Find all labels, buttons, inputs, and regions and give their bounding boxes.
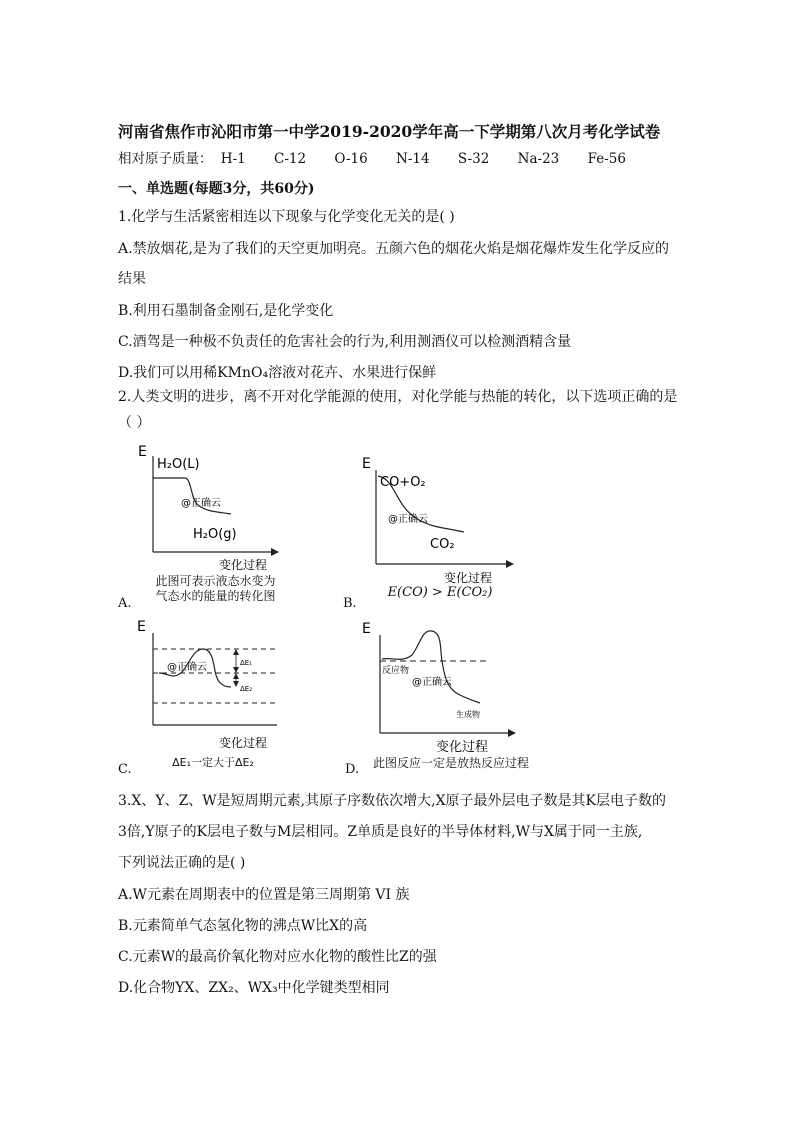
q1-stem: 1.化学与生活紧密相连以下现象与化学变化无关的是( ) [118, 209, 455, 225]
diagram-d [360, 615, 520, 755]
q3-stem: 3.X、Y、Z、W是短周期元素,其原子序数依次增大,X原子最外层电子数是其K层电子数的 [118, 793, 667, 809]
x-axis-label: 变化过程 [436, 740, 489, 755]
q2-stem-cont: （ ） [118, 415, 151, 431]
watermark-text: @正确云 [388, 514, 428, 525]
top-species-label: H₂O(L) [157, 457, 200, 472]
diagram-a-caption-line2: 气态水的能量的转化图 [155, 589, 276, 603]
x-axis-arrow-icon [506, 560, 514, 568]
watermark-text: @正确云 [412, 677, 452, 688]
diagram-c-caption: ΔE₁一定大于ΔE₂ [172, 756, 254, 769]
x-axis-label: 变化过程 [219, 736, 268, 750]
diagram-c-option-label: C. [118, 762, 132, 777]
atomic-mass-label: 相对原子质量： [118, 151, 213, 167]
arrow-up-icon [233, 649, 239, 655]
product-label: 生成物 [456, 710, 480, 719]
diagram-c [133, 615, 283, 755]
q1-option-b: B.利用石墨制备金刚石,是化学变化 [118, 303, 334, 319]
diagram-d-caption: 此图反应一定是放热反应过程 [373, 756, 530, 770]
q3-option-b: B.元素简单气态氢化物的沸点W比X的高 [118, 918, 368, 934]
q1-option-d: D.我们可以用稀KMnO₄溶液对花卉、水果进行保鲜 [118, 365, 437, 381]
q1-option-a: A.禁放烟花,是为了我们的天空更加明亮。五颜六色的烟花火焰是烟花爆炸发生化学反应的 [118, 241, 670, 257]
delta-e2-label: ΔE₂ [240, 685, 253, 693]
diagram-a-caption-line1: 此图可表示液态水变为 [155, 574, 276, 588]
watermark-text: @正确云 [181, 498, 221, 509]
atomic-mass-n: N-14 [396, 151, 430, 167]
diagram-a-caption [148, 574, 283, 604]
atomic-mass-line [118, 147, 650, 167]
diagram-d-option-label: D. [345, 762, 360, 777]
atomic-mass-o: O-16 [334, 151, 368, 167]
diagram-b-caption: E(CO) > E(CO₂) [387, 585, 493, 600]
q1-option-c: C.酒驾是一种极不负责任的危害社会的行为,利用测酒仪可以检测酒精含量 [118, 334, 572, 350]
reactant-label: 反应物 [382, 666, 410, 676]
bottom-species-label: H₂O(g) [193, 527, 237, 542]
arrow-down-icon [233, 667, 239, 673]
exam-title: 河南省焦作市沁阳市第一中学2019-2020学年高一下学期第八次月考化学试卷 [118, 122, 661, 141]
x-axis-label: 变化过程 [219, 558, 268, 572]
diagram-b [360, 452, 520, 592]
top-species-label: CO+O₂ [380, 475, 426, 490]
axis-e-label: E [137, 619, 146, 635]
x-axis-label: 变化过程 [444, 571, 493, 585]
bottom-species-label: CO₂ [430, 537, 455, 552]
watermark-text: @正确云 [167, 662, 207, 673]
arrow-down-icon [233, 681, 239, 687]
delta-e1-label: ΔE₁ [240, 659, 253, 667]
atomic-mass-c: C-12 [274, 151, 307, 167]
q3-stem-cont2: 下列说法正确的是( ) [118, 855, 246, 871]
diagram-a [135, 438, 285, 578]
atomic-mass-h: H-1 [220, 151, 246, 167]
axis-e-label: E [362, 456, 371, 472]
diagram-a-option-label: A. [118, 596, 132, 611]
diagram-b-option-label: B. [343, 596, 357, 611]
atomic-mass-s: S-32 [457, 151, 490, 167]
q3-option-c: C.元素W的最高价氧化物对应水化物的酸性比Z的强 [118, 949, 437, 965]
x-axis-arrow-icon [271, 548, 279, 556]
q3-option-d: D.化合物YX、ZX₂、WX₃中化学键类型相同 [118, 980, 390, 996]
atomic-mass-fe: Fe-56 [587, 151, 626, 167]
arrow-up-icon [233, 673, 239, 679]
q2-stem: 2.人类文明的进步，离不开对化学能源的使用，对化学能与热能的转化，以下选项正确的是 [118, 389, 678, 405]
atomic-mass-na: Na-23 [517, 151, 560, 167]
axis-e-label: E [138, 444, 147, 460]
q3-stem-cont1: 3倍,Y原子的K层电子数与M层相同。Z单质是良好的半导体材料,W与X属于同一主族, [118, 824, 643, 840]
section-heading: 一、单选题(每题3分，共60分) [118, 181, 315, 197]
x-axis-arrow-icon [508, 729, 516, 737]
q3-option-a: A.W元素在周期表中的位置是第三周期第 VI 族 [118, 887, 410, 903]
q1-option-a-cont: 结果 [118, 271, 146, 287]
axis-e-label: E [362, 621, 371, 637]
